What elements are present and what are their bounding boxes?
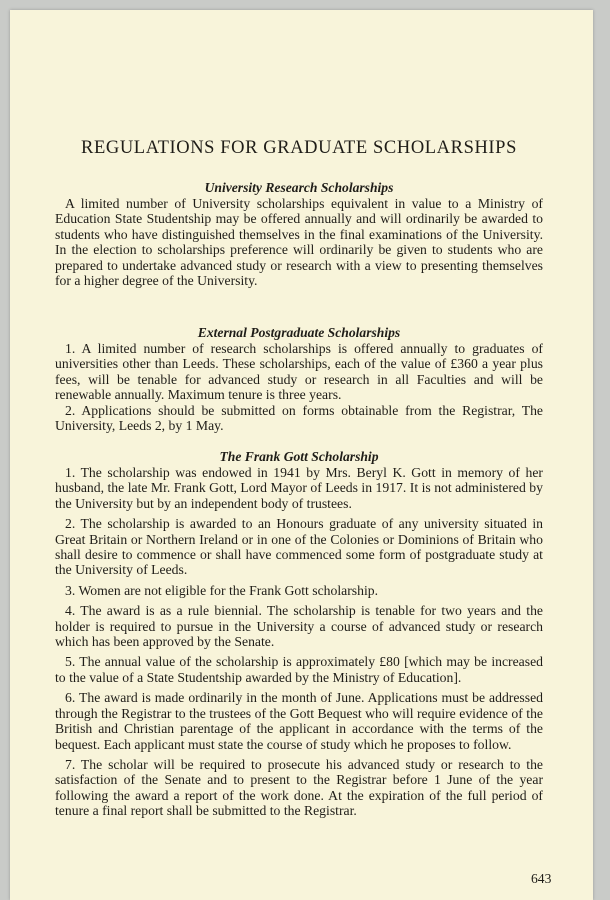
paragraph: 7. The scholar will be required to prosecute his advanced study or research to the satisfaction of the Senate and to present to the Registrar before 1 June of the year following the award a report of the work done. At the expiration of the full period of tenure a final report shall be submitted to the Registrar. [55,756,543,819]
section-heading: External Postgraduate Scholarships [197,325,401,340]
paragraph: A limited number of University scholarships equivalent in value to a Ministry of Education State Studentship may be offered annually and will ordinarily be awarded to students who have distinguished themselves in the final examinations of the University. In the election to scholarships preference will ordinarily be given to students who are prepared to undertake advanced study or research with a view to presenting themselves for a higher degree of the University. [55,196,543,289]
section-heading: University Research Scholarships [204,180,394,195]
section-heading: The Frank Gott Scholarship [219,449,379,464]
section-external-postgraduate-scholarships [55,325,543,433]
paragraph: 6. The award is made ordinarily in the month of June. Applications must be addressed through the Registrar to the trustees of the Gott Bequest who will require evidence of the British and Christian parentage of the applicant in accordance with the terms of the bequest. Each applicant must state the course of study which he proposes to follow. [55,690,543,752]
section-university-research-scholarships [55,180,543,288]
document-page [10,10,593,900]
paragraph: 4. The award is as a rule biennial. The scholarship is tenable for two years and the holder is required to pursue in the University a course of advanced study or research which has been approved by the Senate. [55,603,543,650]
paragraph: 5. The annual value of the scholarship is approximately £80 [which may be increased to the value of a State Studentship awarded by the Ministry of Education]. [55,654,543,685]
paragraph: 1. A limited number of research scholarships is offered annually to graduates of universities other than Leeds. These scholarships, each of the value of £360 a year plus fees, will be tenable for advanced study or research in all Faculties and will be renewable annually. Maximum tenure is three years. [55,341,543,403]
paragraph: 2. Applications should be submitted on forms obtainable from the Registrar, The University, Leeds 2, by 1 May. [55,402,543,434]
section-frank-gott-scholarship [55,449,543,819]
paragraph: 2. The scholarship is awarded to an Honours graduate of any university situated in Great Britain or Northern Ireland or in one of the Colonies or Dominions of Britain who shall desire to commence or shall have commenced some form of postgraduate study at the University of Leeds. [55,516,543,578]
page-title: REGULATIONS FOR GRADUATE SCHOLARSHIPS [81,138,517,158]
page-number: 643 [531,871,552,886]
paragraph: 1. The scholarship was endowed in 1941 by Mrs. Beryl K. Gott in memory of her husband, the late Mr. Frank Gott, Lord Mayor of Leeds in 1917. It is not administered by the University but by an independent body of trustees. [55,465,543,511]
paragraph: 3. Women are not eligible for the Frank Gott scholarship. [65,582,379,598]
